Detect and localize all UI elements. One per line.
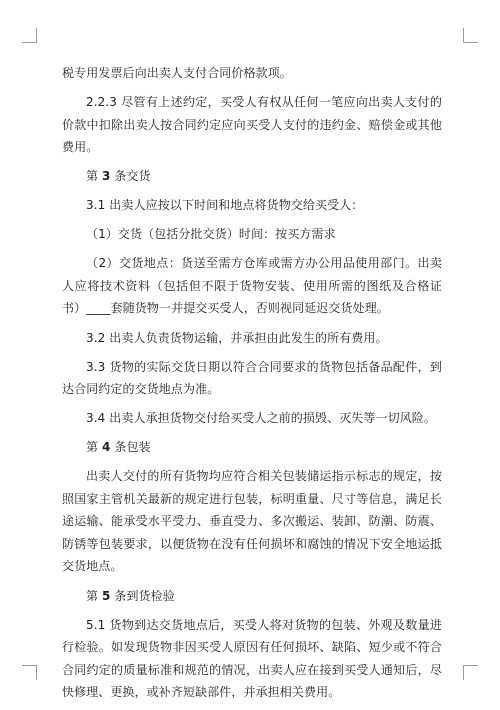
heading-number: 3 bbox=[102, 169, 111, 184]
heading-title: 条包装 bbox=[110, 440, 151, 455]
crop-mark-bottom-right bbox=[463, 665, 478, 680]
heading-prefix: 第 bbox=[86, 440, 103, 455]
heading-prefix: 第 bbox=[86, 588, 103, 603]
heading-prefix: 第 bbox=[86, 169, 103, 184]
paragraph: 2.2.3 尽管有上述约定，买受人有权从任何一笔应向出卖人支付的价款中扣除出卖人按合同约定应向买受人支付的违约金、赔偿金或其他费用。 bbox=[62, 95, 442, 155]
heading-number: 4 bbox=[102, 440, 111, 455]
document-body bbox=[62, 62, 442, 710]
paragraph: 3.3 货物的实际交货日期以符合合同要求的货物包括备品配件，到达合同约定的交货地点为准。 bbox=[62, 359, 442, 397]
crop-mark-top-right bbox=[463, 28, 478, 43]
crop-mark-bottom-left bbox=[22, 665, 37, 680]
section-heading bbox=[62, 165, 442, 188]
heading-title: 条交货 bbox=[110, 169, 151, 184]
paragraph: 5.1 货物到达交货地点后，买受人将对货物的包装、外观及数量进行检验。如发现货物非因买受人原因有任何损坏、缺陷、短少或不符合合同约定的质量标准和规范的情况，出卖人应在接到买受人通知后，尽快修理、更换，或补齐短缺部件，并承担相关费用。 bbox=[62, 617, 442, 700]
paragraph: 税专用发票后向出卖人支付合同价格款项。 bbox=[62, 66, 292, 80]
section-heading bbox=[62, 436, 442, 459]
paragraph: （2）交货地点：货送至需方仓库或需方办公用品使用部门。出卖人应将技术资料（包括但不限于货物安装、使用所需的图纸及合格证书）____套随货物一并提交买受人，否则视同延迟交货处理。 bbox=[62, 256, 442, 316]
paragraph: 3.1 出卖人应按以下时间和地点将货物交给买受人： bbox=[86, 198, 364, 213]
paragraph: 3.4 出卖人承担货物交付给买受人之前的损毁、灭失等一切风险。 bbox=[86, 411, 437, 426]
heading-number: 5 bbox=[102, 588, 111, 603]
heading-title: 条到货检验 bbox=[110, 588, 175, 603]
crop-mark-top-left bbox=[22, 28, 37, 43]
section-heading bbox=[62, 585, 442, 608]
paragraph: 出卖人交付的所有货物均应符合相关包装储运指示标志的规定，按照国家主管机关最新的规定进行包装，标明重量、尺寸等信息，满足长途运输、能承受水平受力、垂直受力、多次搬运、装卸、防潮、防震、防锈等包装要求，以便货物在没有任何损坏和腐蚀的情况下安全地运抵交货地点。 bbox=[62, 469, 442, 574]
paragraph: （1）交货（包括分批交货）时间：按买方需求 bbox=[86, 227, 336, 242]
paragraph: 3.2 出卖人负责货物运输，并承担由此发生的所有费用。 bbox=[86, 330, 388, 345]
